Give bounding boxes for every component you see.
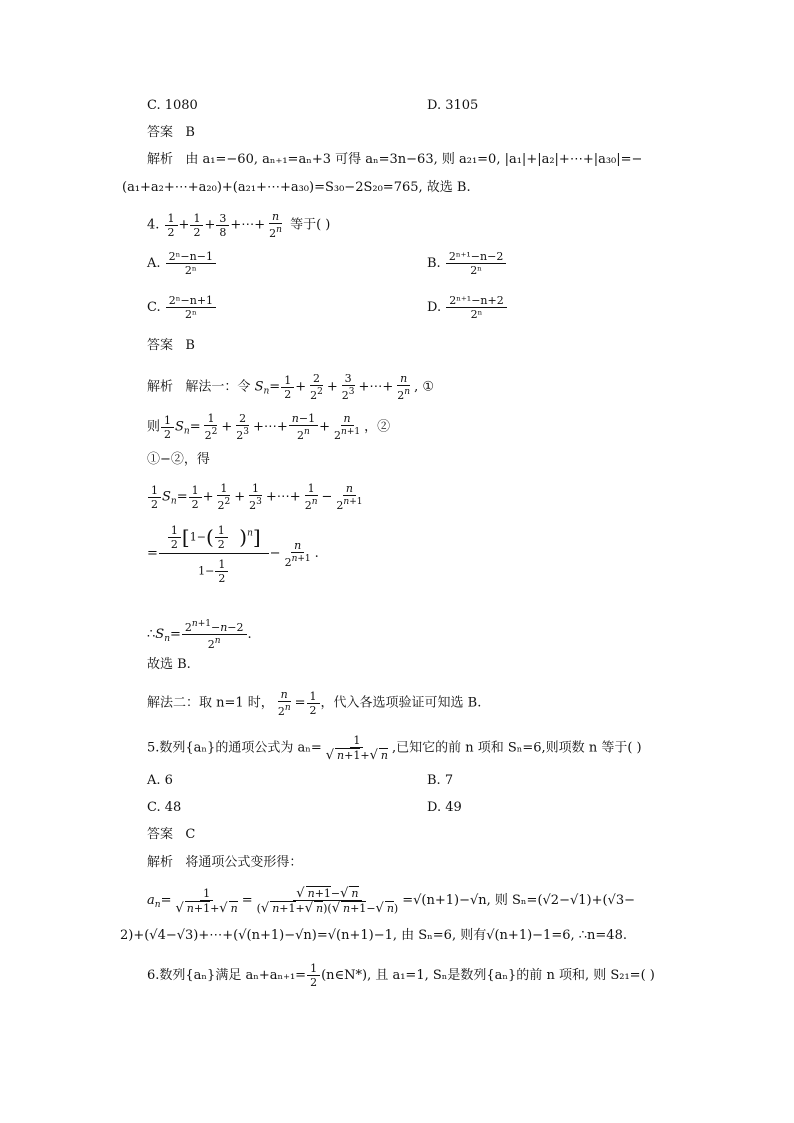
answer-label: 答案 [147,338,174,353]
q6-stem-text: 6.数列{aₙ}满足 aₙ+aₙ₊₁= [147,968,307,983]
analysis-text: 由 a₁=−60, aₙ₊₁=aₙ+3 可得 aₙ=3n−63, 则 a₂₁=0, |a₁|+|a₂|+⋯+|a₃₀|=− [185,152,643,167]
q4-half-sum-line: 则 $\frac{1}{2}$ $S_n=$ $\frac{1}{2^2}$ + $\frac{2}{2^3}$ +⋯+ $\frac{n-1}{2^n}$ + $\frac{n}{2^{n+1}}$ ，② [147,412,391,442]
option-label: D. [427,300,442,315]
q4-stem: 4. $\frac{1}{2}$ + $\frac{1}{2}$ + $\frac{3}{8}$ +⋯+ $\frac{n}{2^n}$ 等于( ) [147,210,331,240]
q4-choose-b: 故选 B. [147,657,191,672]
q5-transform-line: $a_n=$ $\frac{1}{√ n+1+√ n}$ = $\frac{√ n+1-√ n}{(√ n+1+√ n)(√ n+1-√ n)}$ =√(n+1)−√n, 则 Sₙ=(√2−√1)+(√3− [147,886,636,916]
q4-method2-line: 解法二：取 n=1 时， $\frac{n}{2^n}$ = $\frac{1}{2}$ ，代入各选项验证可知选 B. [147,688,482,718]
option-b-denominator: 2ⁿ [470,264,482,277]
q4-answer [147,338,195,354]
q3-analysis-line2: (a₁+a₂+⋯+a₂₀)+(a₂₁+⋯+a₃₀)=S₃₀−2S₂₀=765, 故选 B. [122,180,471,195]
analysis-intro: 将通项公式变形得： [185,855,303,870]
option-a-denominator: 2ⁿ [184,264,197,277]
q5-sum-line: 2)+(√4−√3)+⋯+(√(n+1)−√n)=√(n+1)−1, 由 Sₙ=6, 则有√(n+1)−1=6, ∴n=48. [120,928,627,943]
answer-label: 答案 [147,125,174,140]
analysis-label: 解析 [147,855,174,870]
q3-analysis-line1 [147,152,642,168]
q5-line2-tail: +⋯+(√(n+1)−√n)=√(n+1)−1, 由 Sₙ=6, 则有√(n+1)−1=6, ∴n=48. [198,928,627,943]
circle-one: ① [422,379,434,395]
q4-method1-line: 解析 解法一：令 $S_n=$ $\frac{1}{2}$ + $\frac{2}{2^2}$ + $\frac{3}{2^3}$ +⋯+ $\frac{n}{2^n}$ , ① [147,372,434,402]
option-label: A. [147,256,161,271]
q4-result-line: $\therefore S_n=$ $\frac{2^{n+1}-n-2}{2^n}$ . [147,619,252,651]
q4-option-c [147,294,217,321]
option-d-numerator: 2ⁿ⁺¹−n+2 [446,294,507,308]
q4-option-d [427,294,508,321]
q4-option-b [427,250,507,277]
q3-option-d: D. 3105 [427,98,479,113]
q4-option-a [147,250,217,277]
q4-diff-line: $\frac{1}{2}$ $S_n=$ $\frac{1}{2}$ + $\frac{1}{2^2}$ + $\frac{1}{2^3}$ +⋯+ $\frac{1}{2^n}$ − $\frac{n}{2^{n+1}}$ [147,482,366,512]
option-b-numerator: 2ⁿ⁺¹−n−2 [446,250,507,264]
q5-stem: 5.数列{aₙ}的通项公式为 aₙ= $\frac{1}{√ n+1+√ n}$ ,已知它的前 n 项和 Sₙ=6,则项数 n 等于( ) [147,734,642,763]
analysis-label: 解析 [147,152,174,167]
option-c-numerator: 2ⁿ−n+1 [166,294,216,308]
q5-option-c: C. 48 [147,800,182,815]
analysis-label: 解析 [147,379,174,395]
option-d-denominator: 2ⁿ [470,308,483,321]
q5-analysis-intro [147,855,302,871]
therefore-symbol: ∴ [147,627,156,642]
option-label: B. [427,256,441,271]
q5-stem-suffix: ,已知它的前 n 项和 Sₙ=6,则项数 n 等于( ) [391,740,642,756]
option-a-numerator: 2ⁿ−n−1 [166,250,216,264]
then-word: 则 [147,419,161,435]
answer-value: B [185,125,195,140]
method2-end: ，代入各选项验证可知选 B. [320,695,482,711]
q6-stem-tail: (n∈N*), 且 a₁=1, Sₙ是数列{aₙ}的前 n 项和, 则 S₂₁=( ) [321,968,655,983]
q3-answer [147,125,195,141]
answer-value: B [185,338,195,353]
q3-option-c: C. 1080 [147,98,198,113]
q4-geometric-sum-line: = $\frac{1}{2}$ [1−( $\frac{1}{2}$ )$^n$] 1− $\frac{1}{2}$ − $\frac{n}{2^{n+1}}$ . [147,524,319,585]
option-label: C. [147,300,161,315]
q4-subtract-line: ①−②，得 [147,452,210,467]
q5-option-a: A. 6 [147,773,173,788]
q5-answer [147,827,195,843]
q4-number: 4. [147,217,160,233]
option-c-denominator: 2ⁿ [185,308,197,321]
answer-value: C [185,827,196,842]
circle-two: ，② [364,419,391,435]
q4-stem-suffix: 等于( ) [290,217,331,233]
q5-option-b: B. 7 [427,773,454,788]
q5-line1-tail: =√(n+1)−√n, 则 Sₙ=(√2−√1)+(√3− [402,893,636,908]
method1-intro: 解法一：令 [185,379,251,395]
answer-label: 答案 [147,827,174,842]
q6-stem: 6.数列{aₙ}满足 aₙ+aₙ₊₁= $\frac{1}{2}$ (n∈N*), 且 a₁=1, Sₙ是数列{aₙ}的前 n 项和, 则 S₂₁=( ) [147,962,655,989]
method2-text: 解法二：取 n=1 时， [147,695,274,711]
q5-stem-prefix: 5.数列{aₙ}的通项公式为 aₙ= [147,740,322,756]
q5-option-d: D. 49 [427,800,462,815]
